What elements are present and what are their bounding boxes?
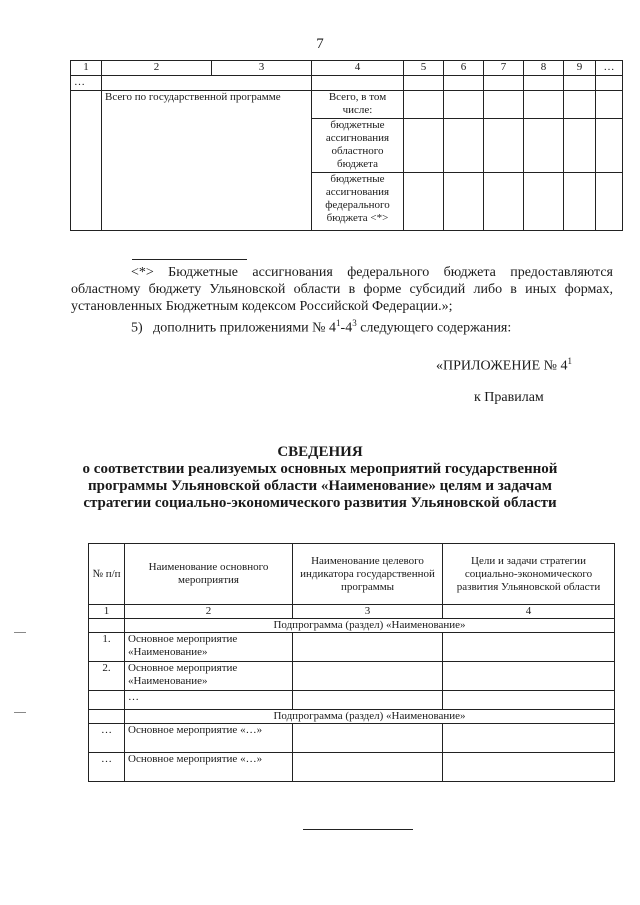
margin-mark (14, 712, 26, 713)
ellipsis-cell: … (71, 76, 102, 91)
row-label: Всего, в том числе: (312, 91, 404, 119)
subprogram-label: Подпрограмма (раздел) «Наименование» (125, 619, 615, 633)
column-number: … (596, 61, 623, 76)
column-header: Наименование целевого индикатора государственной программы (293, 544, 443, 605)
column-number: 5 (404, 61, 444, 76)
column-header: № п/п (89, 544, 125, 605)
subprogram-label: Подпрограмма (раздел) «Наименование» (125, 710, 615, 724)
table-row: … Основное мероприятие «…» (89, 753, 615, 782)
column-number: 2 (102, 61, 212, 76)
subprogram-row (89, 619, 615, 633)
column-number: 9 (564, 61, 596, 76)
column-number: 1 (71, 61, 102, 76)
footnote-text: <*> Бюджетные ассигнования федерального бюджета предоставляются областному бюджету Ульяновской области в форме субсидий либо в иных формах, установленных Бюджетным кодексом Российской Федерации.»; (71, 265, 613, 314)
appendix-heading: «ПРИЛОЖЕНИЕ № $4^1$ (436, 356, 572, 374)
table-row: … Основное мероприятие «…» (89, 724, 615, 753)
table-header-row (71, 61, 623, 76)
end-separator (303, 829, 413, 830)
column-number: 8 (524, 61, 564, 76)
table-row (71, 91, 623, 119)
column-header: Наименование основного мероприятия (125, 544, 293, 605)
column-number: 3 (212, 61, 312, 76)
document-title: СВЕДЕНИЯ (277, 444, 363, 460)
row-label: бюджетные ассигнования областного бюджета (312, 119, 404, 173)
table-row: 2. Основное мероприятие «Наименование» (89, 662, 615, 691)
column-header: Цели и задачи стратегии социально-экономического развития Ульяновской области (443, 544, 615, 605)
margin-mark (14, 632, 26, 633)
measures-table (88, 543, 615, 782)
column-numbers-row: 1 2 3 4 (89, 605, 615, 619)
table-row: 1. Основное мероприятие «Наименование» (89, 633, 615, 662)
table-header-row (89, 544, 615, 605)
column-number: 4 (312, 61, 404, 76)
table-row (71, 76, 623, 91)
item-number: 5) (131, 320, 143, 336)
to-rules-label: к Правилам (474, 390, 544, 405)
footnote-separator (132, 259, 247, 260)
column-number: 7 (484, 61, 524, 76)
budget-table (70, 60, 623, 231)
page-number: 7 (316, 36, 324, 52)
table-row: … (89, 691, 615, 710)
total-label: Всего по государственной программе (102, 91, 312, 231)
row-label: бюджетные ассигнования федерального бюджета <*> (312, 173, 404, 231)
list-item-5: 5) дополнить приложениями № $4^1-4^3$ следующего содержания: (131, 318, 512, 336)
column-number: 6 (444, 61, 484, 76)
document-subtitle: о соответствии реализуемых основных мероприятий государственной программы Ульяновской области «Наименование» целям и задачам стратегии социально-экономического развития Ульяновской области (82, 461, 558, 511)
subprogram-row (89, 710, 615, 724)
